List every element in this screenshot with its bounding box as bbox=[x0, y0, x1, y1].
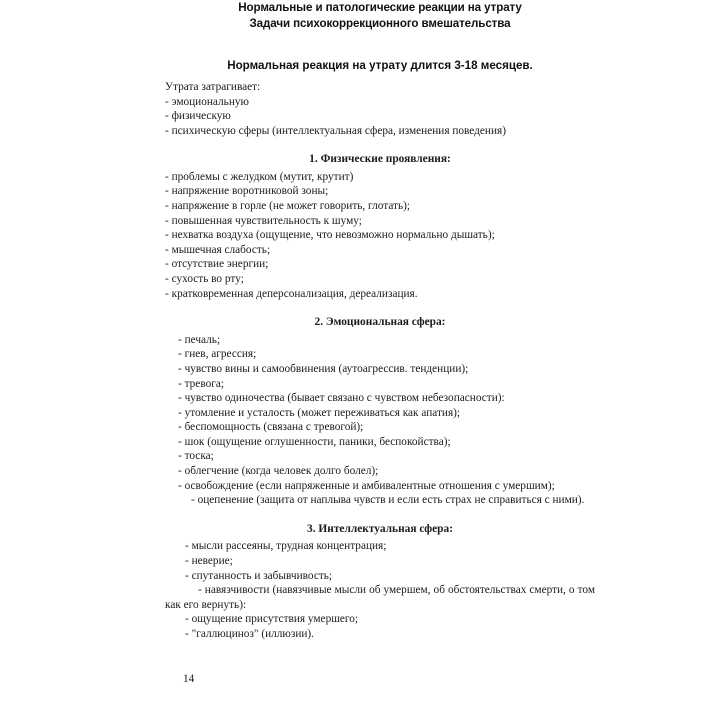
lead-item: - эмоциональную bbox=[165, 95, 249, 108]
list-item: - кратковременная деперсонализация, дереализация. bbox=[165, 287, 418, 300]
list-item: - гнев, агрессия; bbox=[178, 348, 257, 361]
list-item: - сухость во рту; bbox=[165, 273, 244, 286]
section-list-intellectual bbox=[165, 539, 595, 641]
section-list-emotional bbox=[165, 333, 595, 508]
list-item: - облегчение (когда человек долго болел); bbox=[178, 465, 379, 478]
list-item: - освобождение (если напряженные и амбивалентные отношения с умершим); bbox=[178, 479, 555, 492]
page-title-line-2: Задачи психокоррекционного вмешательства bbox=[249, 16, 511, 30]
page-subtitle: Нормальная реакция на утрату длится 3-18 месяцев. bbox=[227, 59, 533, 72]
page-title-line-1: Нормальные и патологические реакции на утрату bbox=[238, 1, 522, 14]
list-item: - печаль; bbox=[178, 333, 221, 346]
list-item: - напряжение в горле (не может говорить, глотать); bbox=[165, 200, 411, 213]
document-content bbox=[165, 0, 595, 642]
list-item: - навязчивости (навязчивые мысли об умершем, об обстоятельствах смерти, о том как его вернуть): bbox=[165, 584, 595, 611]
list-item: - шок (ощущение оглушенности, паники, беспокойства); bbox=[178, 435, 451, 448]
list-item: - мышечная слабость; bbox=[165, 243, 271, 256]
lead-heading: Утрата затрагивает: bbox=[165, 81, 261, 93]
list-item: - нехватка воздуха (ощущение, что невозможно нормально дышать); bbox=[165, 229, 495, 242]
section-heading-emotional: 2. Эмоциональная сфера: bbox=[314, 316, 446, 329]
page-title bbox=[165, 0, 595, 31]
lead-item: - психическую сферы (интеллектуальная сфера, изменения поведения) bbox=[165, 124, 506, 137]
list-item: - оцепенение (защита от наплыва чувств и если есть страх не справиться с ними). bbox=[191, 494, 585, 507]
list-item: - ощущение присутствия умершего; bbox=[185, 613, 359, 626]
list-item: - утомление и усталость (может переживаться как апатия); bbox=[178, 406, 461, 419]
list-item: - неверие; bbox=[185, 554, 233, 567]
list-item: - напряжение воротниковой зоны; bbox=[165, 185, 329, 198]
page-number: 14 bbox=[183, 673, 195, 685]
list-item: - беспомощность (связана с тревогой); bbox=[178, 421, 364, 434]
lead-block bbox=[165, 80, 595, 138]
section-heading-physical: 1. Физические проявления: bbox=[309, 153, 451, 166]
list-item: - проблемы с желудком (мутит, крутит) bbox=[165, 170, 354, 183]
list-item: - чувство вины и самообвинения (аутоагрессив. тенденции); bbox=[178, 362, 469, 375]
lead-item: - физическую bbox=[165, 110, 231, 123]
list-item: - тревога; bbox=[178, 377, 225, 390]
list-item: - чувство одиночества (бывает связано с чувством небезопасности): bbox=[178, 392, 505, 405]
section-heading-intellectual: 3. Интеллектуальная сфера: bbox=[307, 522, 453, 535]
list-item: - повышенная чувствительность к шуму; bbox=[165, 214, 362, 227]
list-item: - спутанность и забывчивость; bbox=[185, 569, 333, 582]
section-list-physical bbox=[165, 170, 595, 301]
list-item: - мысли рассеяны, трудная концентрация; bbox=[185, 540, 387, 553]
list-item: - "галлюциноз" (иллюзии). bbox=[185, 627, 315, 640]
list-item: - тоска; bbox=[178, 450, 214, 463]
list-item: - отсутствие энергии; bbox=[165, 258, 269, 271]
